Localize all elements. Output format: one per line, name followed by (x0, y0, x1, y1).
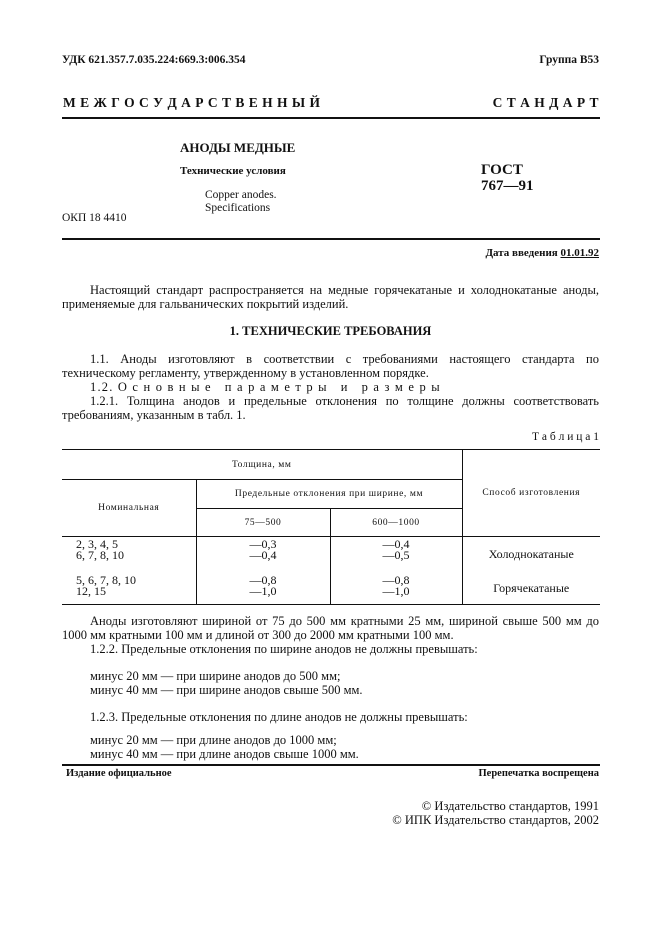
okp-code: ОКП 18 4410 (62, 212, 127, 224)
doc-title: АНОДЫ МЕДНЫЕ (180, 140, 296, 155)
deviation-value: —1,0 (249, 583, 277, 598)
nominal-line1: 5, 6, 7, 8, 10 (76, 572, 136, 587)
group-code: Группа В53 (539, 54, 599, 66)
title-rule (62, 238, 600, 240)
intro-paragraph: Настоящий стандарт распространяется на медные горячекатаные и холоднокатаные аноды, применяемые для гальванических покрытий изделий. (62, 283, 599, 311)
table-row (62, 573, 600, 605)
doc-subtitle: Технические условия (180, 165, 286, 177)
table-caption: Т а б л и ц а 1 (531, 431, 599, 443)
header-method: Способ изготовления (462, 450, 600, 537)
deviation-value: —0,4 (249, 548, 277, 562)
deviation-value: —0,5 (382, 548, 410, 562)
paragraph-1-1: 1.1. Аноды изготовляют в соответствии с требованиями настоящего стандарта по техническому регламенту, утвержденному в установленном порядке. (62, 352, 599, 380)
nominal-line2: 6, 7, 8, 10 (76, 548, 124, 562)
deviation-value: —1,0 (382, 583, 410, 598)
thickness-table (62, 449, 600, 605)
intro-date-value: 01.01.92 (560, 247, 599, 259)
length-limit-2: минус 40 мм — при длине анодов свыше 1000 мм. (90, 747, 359, 761)
width-limit-1: минус 20 мм — при ширине анодов до 500 мм; (90, 669, 341, 683)
deviation-value: —0,4 (382, 537, 410, 551)
copyright-1991: © Издательство стандартов, 1991 (421, 799, 599, 813)
gost-number: 767—91 (481, 178, 534, 194)
paragraph-1-2-2: 1.2.2. Предельные отклонения по ширине анодов не должны превышать: (90, 642, 478, 656)
banner-rule (62, 117, 600, 119)
section-1-title: 1. ТЕХНИЧЕСКИЕ ТРЕБОВАНИЯ (229, 324, 432, 338)
header-nominal: Номинальная (62, 480, 196, 537)
intro-date (485, 247, 599, 259)
header-range-75-500: 75—500 (196, 509, 330, 537)
copyright-2002: © ИПК Издательство стандартов, 2002 (392, 813, 599, 827)
paragraph-1-2: 1.2. О с н о в н ы е п а р а м е т р ы и р а з м е р ы (90, 380, 441, 394)
deviation-value: —0,3 (249, 537, 277, 551)
length-limit-1: минус 20 мм — при длине анодов до 1000 мм; (90, 733, 337, 747)
en-title-line2: Specifications (205, 202, 271, 214)
reprint-notice: Перепечатка воспрещена (478, 768, 599, 779)
paragraph-widths: Аноды изготовляют шириной от 75 до 500 мм кратными 25 мм, шириной свыше 500 мм до 1000 мм кратными 100 мм и длиной от 300 до 2000 мм кратными 100 мм. (62, 614, 599, 642)
header-thickness: Толщина, мм (62, 450, 462, 480)
paragraph-1-2-3: 1.2.3. Предельные отклонения по длине анодов не должны превышать: (90, 710, 468, 724)
width-limit-2: минус 40 мм — при ширине анодов свыше 500 мм. (90, 683, 363, 697)
footer-rule (62, 764, 600, 766)
method-value: Холоднокатаные (462, 537, 600, 573)
banner-standard: С Т А Н Д А Р Т (492, 95, 599, 110)
official-edition: Издание официальное (66, 768, 172, 779)
header-range-600-1000: 600—1000 (330, 509, 462, 537)
deviation-value: —0,8 (249, 572, 277, 587)
table-row (62, 537, 600, 573)
udk-code: УДК 621.357.7.035.224:669.3:006.354 (62, 54, 246, 66)
header-deviation: Предельные отклонения при ширине, мм (196, 480, 462, 509)
gost-label: ГОСТ (481, 162, 523, 178)
banner-interstate: М Е Ж Г О С У Д А Р С Т В Е Н Н Ы Й (63, 95, 321, 110)
deviation-value: —0,8 (382, 572, 410, 587)
nominal-line2: 12, 15 (76, 583, 106, 598)
paragraph-1-2-1: 1.2.1. Толщина анодов и предельные отклонения по толщине должны соответствовать требованиям, указанным в табл. 1. (62, 394, 599, 422)
nominal-line1: 2, 3, 4, 5 (76, 537, 118, 551)
method-value: Горячекатаные (462, 573, 600, 605)
en-title-line1: Copper anodes. (205, 189, 277, 201)
intro-date-label: Дата введения (485, 247, 558, 259)
